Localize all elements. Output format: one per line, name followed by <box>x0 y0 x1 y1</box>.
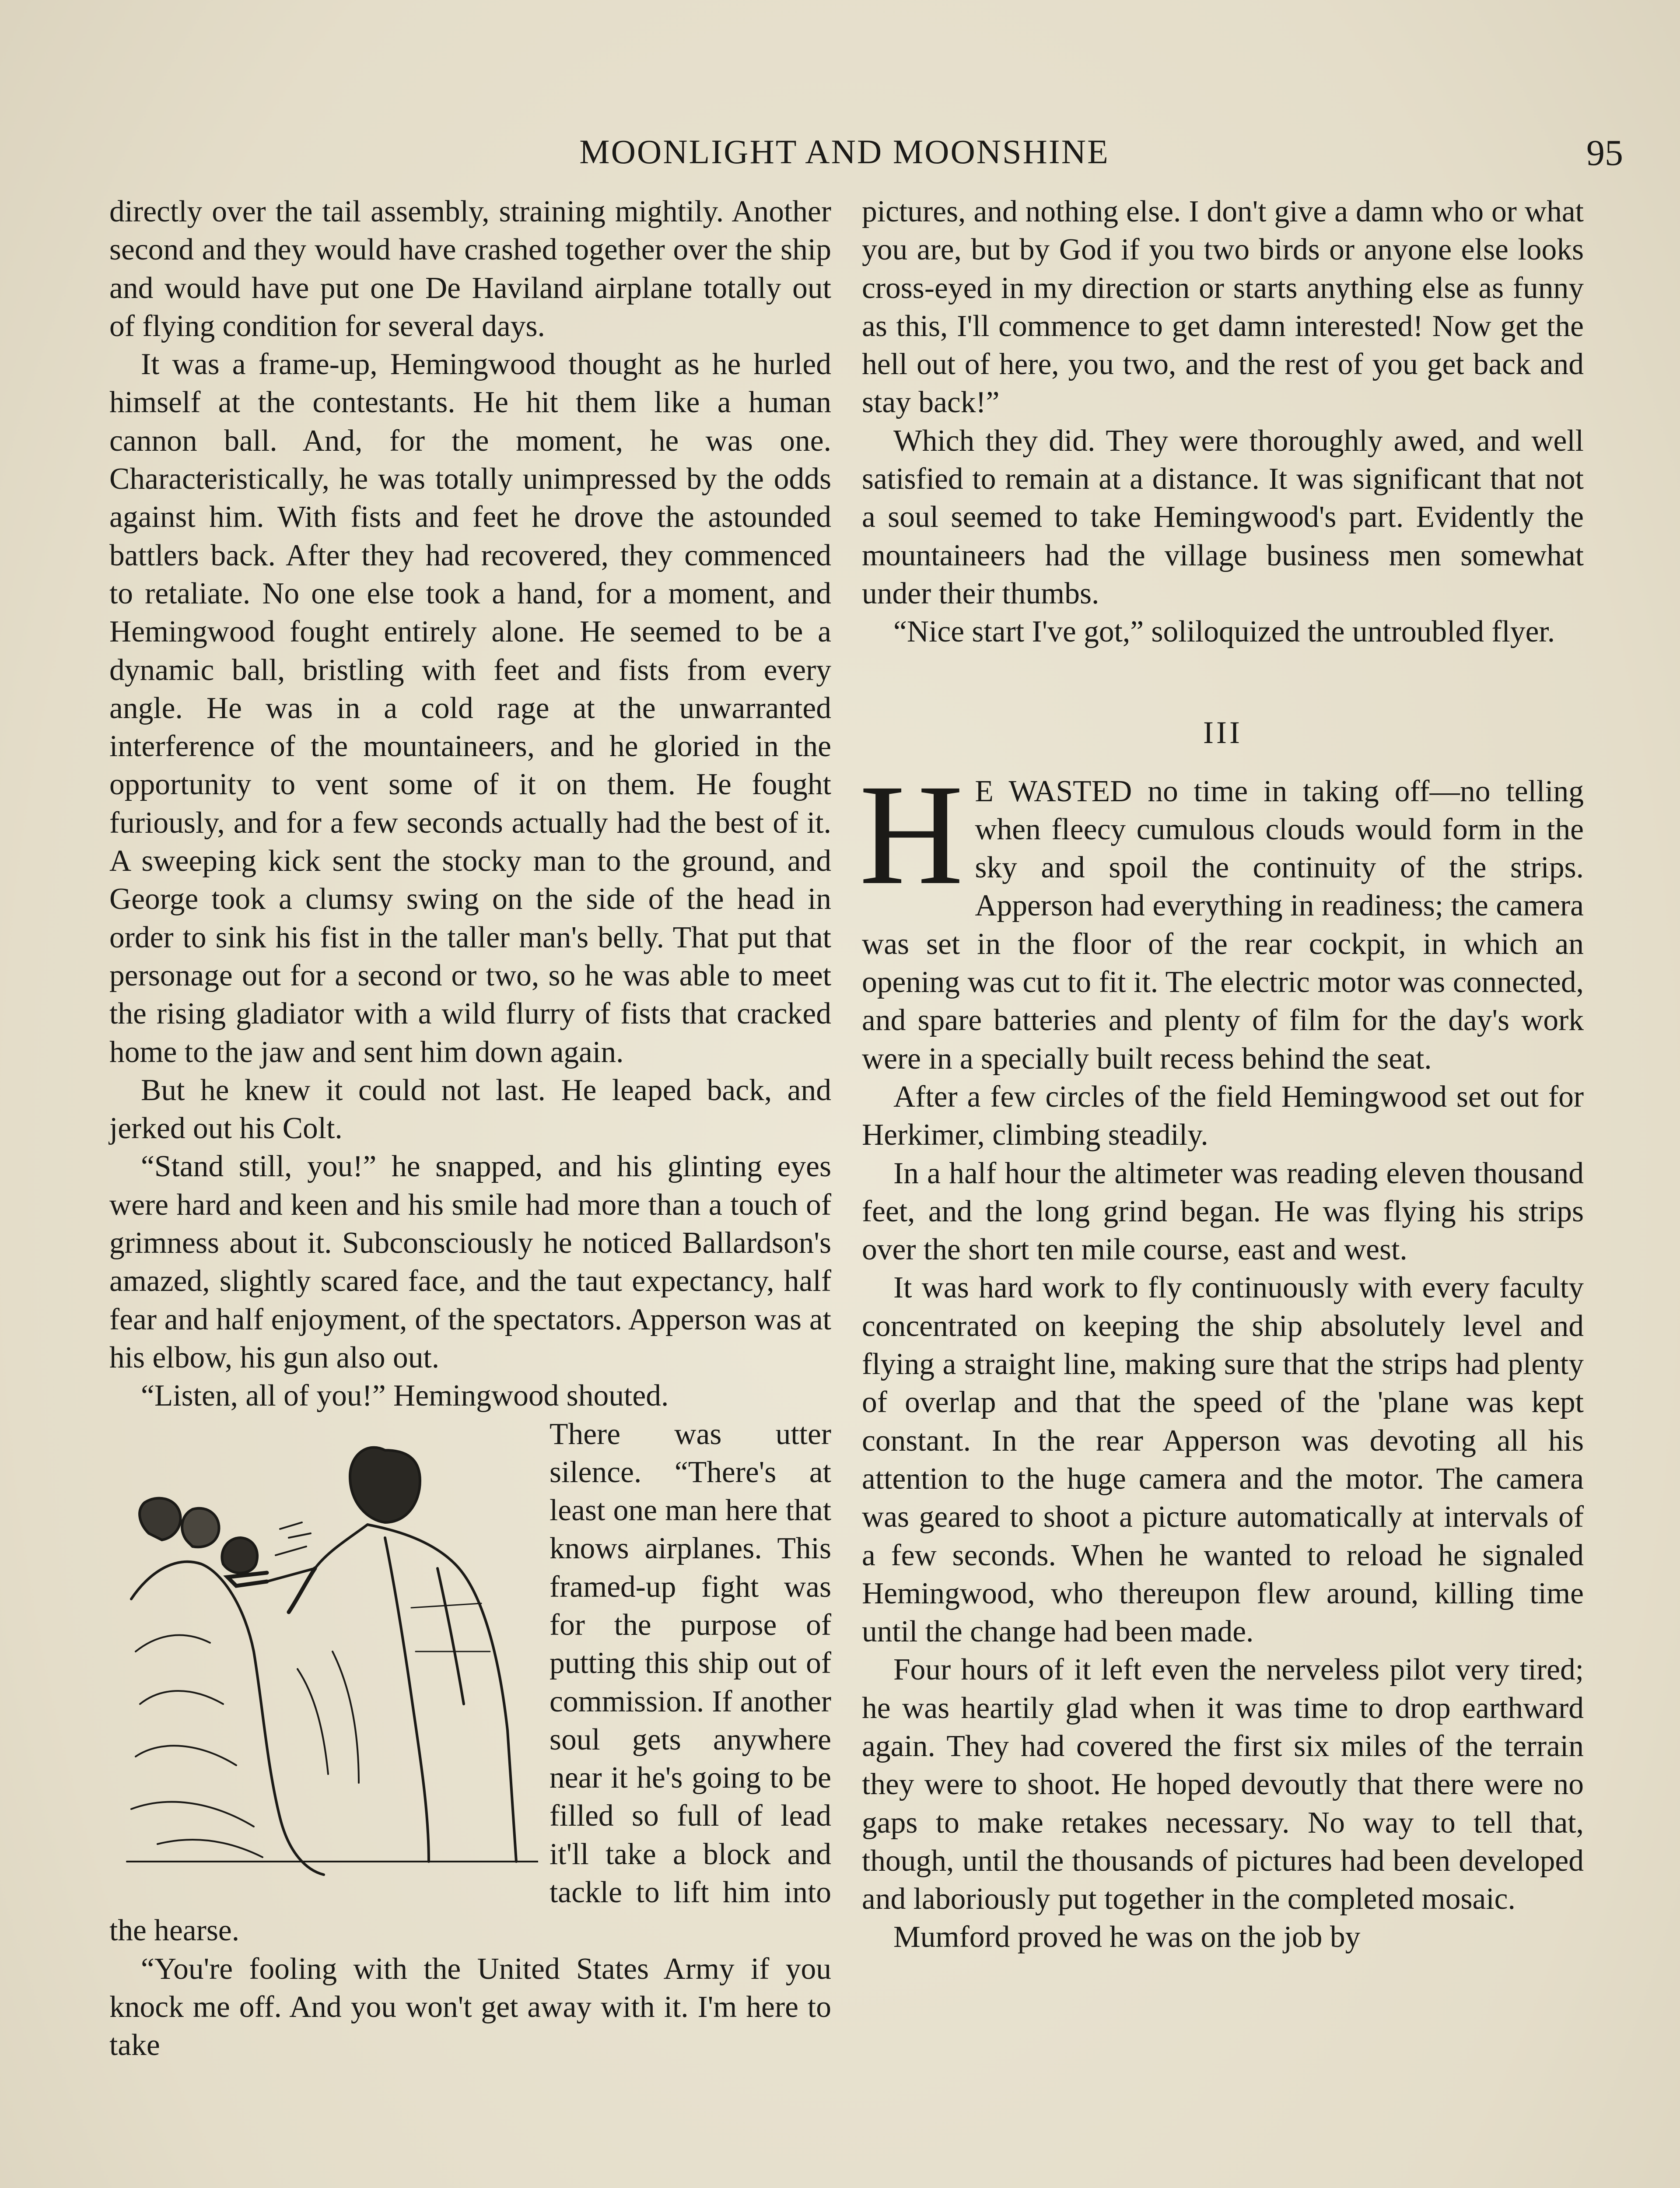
paragraph: “Listen, all of you!” Hemingwood shouted. <box>141 1379 669 1413</box>
paragraph: But he knew it could not last. He leaped back, and jerked out his Colt. <box>109 1073 831 1146</box>
paragraph: pictures, and nothing else. I don't give a damn who or what you are, but by God if you two birds or anyone else looks cross-eyed in my direction or starts anything else as funny as this, I'll commence to get damn interested! Now get the hell out of here, you two, and the rest of you get back and stay back!” <box>862 195 1584 420</box>
paragraph: There was utter silence. “There's at least one man here that knows airplanes. This framed-up fight was for the purpose of putting this ship out of commission. If another soul gets anywhere near it he's going to be filled so full of lead it'll take a block and tackle to lift him into the hearse. <box>109 1417 831 1948</box>
drop-cap: H <box>859 754 964 915</box>
paragraph: It was a frame-up, Hemingwood thought as he hurled himself at the contestants. He hit them like a human cannon ball. And, for the moment, he was one. Characteristically, he was totally unimpressed by the odds against him. With fists and feet he drove the astounded battlers back. After they had recovered, they commenced to retaliate. No one else took a hand, for a moment, and Hemingwood fought entirely alone. He seemed to be a dynamic ball, bristling with feet and fists from every angle. He was in a cold rage at the unwarranted interference of the mountaineers, and he gloried in the opportunity to vent some of it on them. He fought furiously, and for a few seconds actually had the best of it. A sweeping kick sent the stocky man to the ground, and George took a clumsy swing on the side of the head in order to sink his fist in the taller man's belly. That put that personage out for a second or two, so he was able to meet the rising gladiator with a wild flurry of fists that cracked home to the jaw and sent him down again. <box>109 347 831 1069</box>
right-column <box>859 193 1584 1957</box>
paragraph: directly over the tail assembly, straining mightily. Another second and they would have crashed together over the ship and would have put one De Haviland airplane totally out of flying condition for several days. <box>109 195 831 343</box>
paragraph: After a few circles of the field Hemingwood set out for Herkimer, climbing steadily. <box>862 1080 1584 1152</box>
page-number: 95 <box>1586 133 1623 173</box>
paragraph: Mumford proved he was on the job by <box>893 1920 1361 1954</box>
paragraph: Which they did. They were thoroughly awed, and well satisfied to remain at a distance. It was significant that not a soul seemed to take Hemingwood's part. Evidently the mountaineers had the village business men somewhat under their thumbs. <box>862 424 1584 610</box>
paragraph: “Stand still, you!” he snapped, and his glinting eyes were hard and keen and his smile had more than a touch of grimness about it. Subconsciously he noticed Ballardson's amazed, slightly scared face, and the taut expectancy, half fear and half enjoyment, of the spectators. Apperson was at his elbow, his gun also out. <box>109 1150 831 1375</box>
paragraph: It was hard work to fly continuously with every faculty concentrated on keeping the ship absolutely level and flying a straight line, making sure that the strips had plenty of overlap and that the speed of the 'plane was kept constant. In the rear Apperson was devoting all his attention to the huge camera and the motor. The camera was geared to shoot a picture automatically at intervals of a few seconds. When he wanted to reload he signaled Hemingwood, who thereupon flew around, killing time until the change had been made. <box>862 1271 1584 1649</box>
running-title: MOONLIGHT AND MOONSHINE <box>579 133 1110 171</box>
paragraph: Four hours of it left even the nerveless pilot very tired; he was heartily glad when it was time to drop earthward again. They had covered the first six miles of the terrain they were to shoot. He hoped devoutly that there were no gaps to make retakes necessary. No way to tell that, though, until the thousands of pictures had been developed and laboriously put together in the completed mosaic. <box>862 1653 1584 1916</box>
illustration-drawing <box>122 1424 538 1877</box>
paragraph: “Nice start I've got,” soliloquized the untroubled flyer. <box>893 615 1555 649</box>
paragraph: “You're fooling with the United States Army if you knock me off. And you won't get away with it. I'm here to take <box>109 1952 831 2062</box>
illustration <box>122 1424 538 1877</box>
section-number: III <box>1203 715 1242 750</box>
paragraph: E WASTED no time in taking off—no telling when fleecy cumulous clouds would form in the sky and spoil the continuity of the strips. Apperson had everything in readiness; the camera was set in the floor of the rear cockpit, in which an opening was cut to fit it. The electric motor was connected, and spare batteries and plenty of film for the day's work were in a specially built recess behind the seat. <box>862 774 1584 1076</box>
paragraph: In a half hour the altimeter was reading eleven thousand feet, and the long grind began. He was flying his strips over the short ten mile course, east and west. <box>862 1156 1584 1267</box>
left-column <box>109 193 831 2065</box>
